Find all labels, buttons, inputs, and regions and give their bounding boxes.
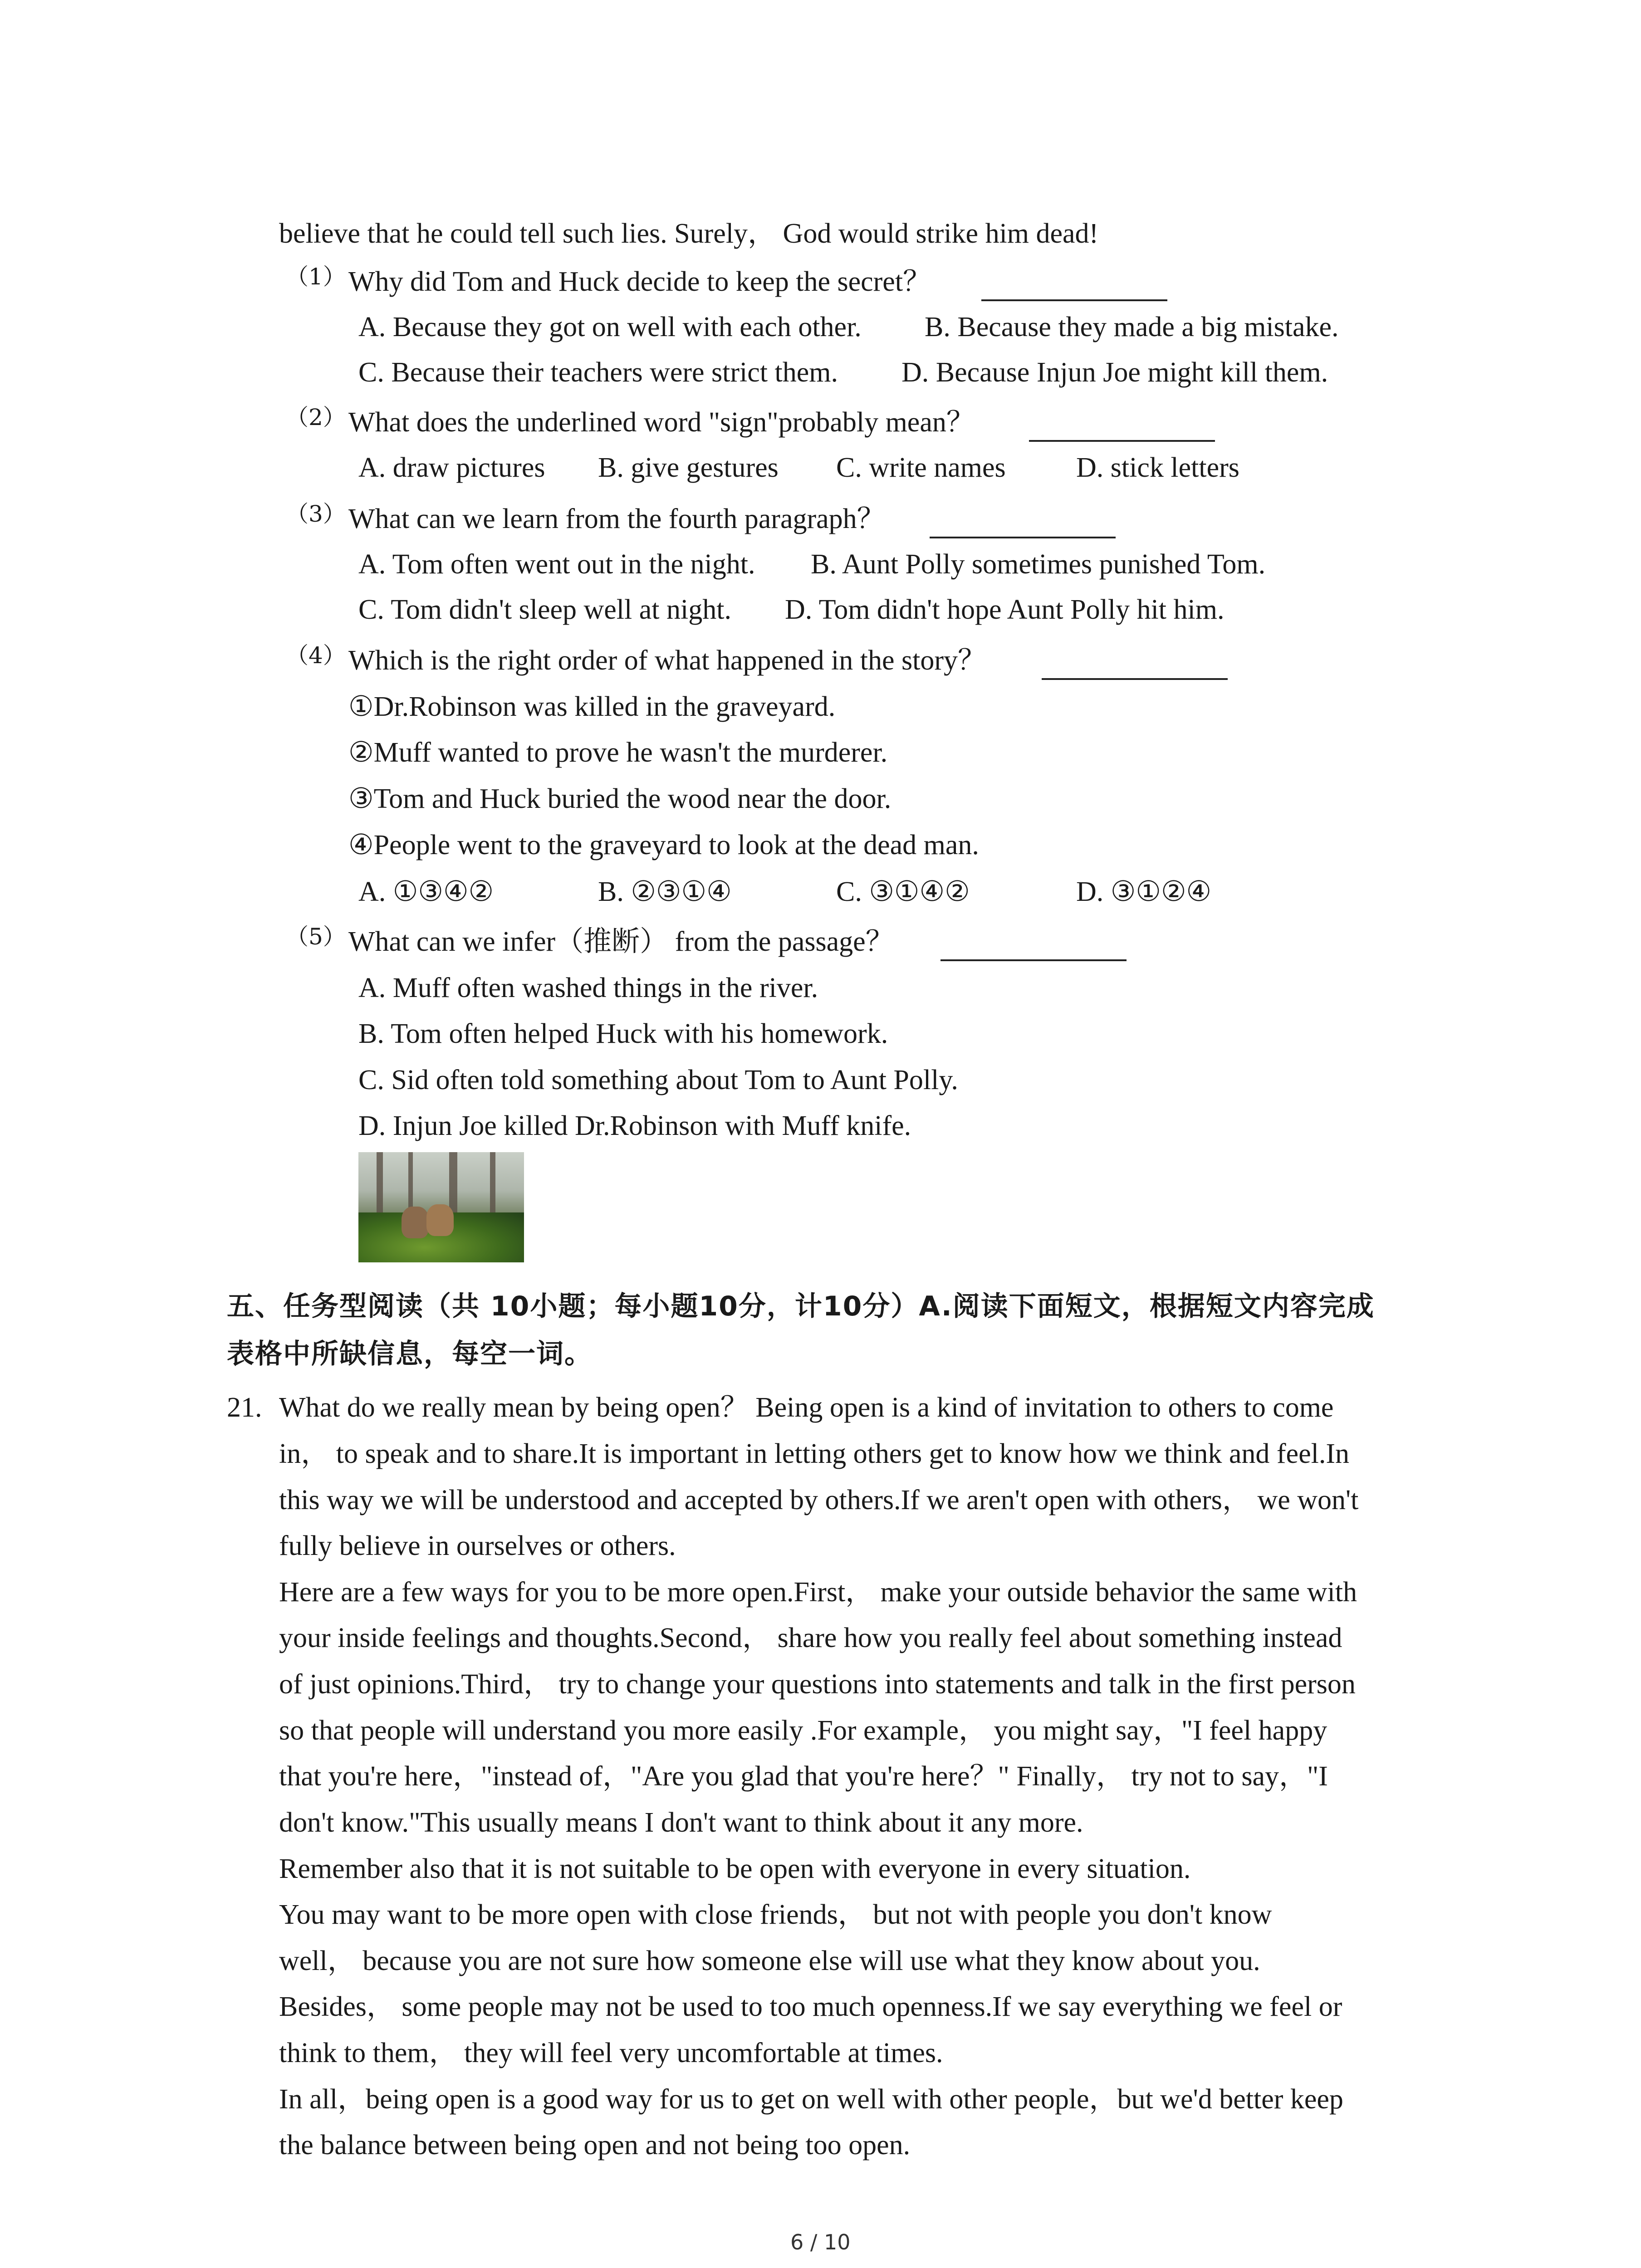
passage-line-15: think to them， they will feel very uncomfortable at times. — [279, 2038, 943, 2068]
q4-event-2: ②Muff wanted to prove he wasn't the murderer. — [348, 737, 888, 768]
question-4-text: Which is the right order of what happened in the story？ — [348, 645, 986, 676]
question-5-text: What can we infer（推断） from the passage？ — [348, 926, 894, 957]
q1-option-d: D. Because Injun Joe might kill them. — [901, 357, 1328, 388]
q5-option-c: C. Sid often told something about Tom to Aunt Polly. — [358, 1065, 958, 1095]
q3-option-d: D. Tom didn't hope Aunt Polly hit him. — [785, 594, 1225, 625]
q5-option-a: A. Muff often washed things in the river. — [358, 973, 818, 1003]
q2-option-b: B. give gestures — [598, 452, 779, 483]
q5-option-d: D. Injun Joe killed Dr.Robinson with Muff knife. — [358, 1110, 911, 1141]
section-heading-line2: 表格中所缺信息，每空一词。 — [227, 1338, 593, 1370]
passage-line-12: You may want to be more open with close friends， but not with people you don't know — [279, 1899, 1272, 1930]
passage-line-9: that you're here，"instead of，"Are you glad that you're here？" Finally， try not to say，"I — [279, 1761, 1328, 1792]
question-number-5: （5） — [286, 924, 346, 950]
answer-blank-3[interactable] — [930, 537, 1116, 538]
q2-option-d: D. stick letters — [1076, 452, 1239, 483]
passage-line-5: Here are a few ways for you to be more open.First， make your outside behavior the same with — [279, 1577, 1357, 1608]
q3-option-c: C. Tom didn't sleep well at night. — [358, 594, 731, 625]
passage-line-13: well， because you are not sure how someone else will use what they know about you. — [279, 1945, 1260, 1976]
passage-line-14: Besides， some people may not be used to too much openness.If we say everything we feel or — [279, 1991, 1342, 2022]
q4-option-a: A. ①③④② — [358, 876, 494, 907]
q3-option-b: B. Aunt Polly sometimes punished Tom. — [811, 549, 1266, 580]
q5-option-b: B. Tom often helped Huck with his homework. — [358, 1018, 888, 1049]
question-1-text: Why did Tom and Huck decide to keep the secret？ — [348, 266, 931, 297]
passage-line-17: the balance between being open and not being too open. — [279, 2130, 911, 2160]
question-number-2: （2） — [286, 404, 346, 430]
q4-event-3: ③Tom and Huck buried the wood near the door. — [348, 783, 892, 814]
page-number: 6 / 10 — [790, 2230, 851, 2254]
q1-option-b: B. Because they made a big mistake. — [925, 312, 1339, 342]
passage-line-7: of just opinions.Third， try to change your questions into statements and talk in the first person — [279, 1669, 1356, 1700]
answer-blank-2[interactable] — [1029, 440, 1215, 442]
passage-line-4: fully believe in ourselves or others. — [279, 1530, 676, 1561]
q1-option-c: C. Because their teachers were strict them. — [358, 357, 838, 388]
passage-line-3: this way we will be understood and accepted by others.If we aren't open with others， we won't — [279, 1485, 1359, 1515]
answer-blank-4[interactable] — [1042, 678, 1228, 680]
answer-blank-1[interactable] — [981, 299, 1167, 301]
q2-option-c: C. write names — [836, 452, 1006, 483]
question-number-1: （1） — [286, 264, 346, 290]
q4-option-b: B. ②③①④ — [598, 876, 732, 907]
q1-option-a: A. Because they got on well with each other. — [358, 312, 862, 342]
q4-event-4: ④People went to the graveyard to look at the dead man. — [348, 830, 979, 860]
q3-option-a: A. Tom often went out in the night. — [358, 549, 755, 580]
question-number-3: （3） — [286, 501, 346, 527]
q4-option-d: D. ③①②④ — [1076, 876, 1212, 907]
passage-line-1: What do we really mean by being open？ Being open is a kind of invitation to others to come — [279, 1392, 1334, 1423]
passage-line-16: In all，being open is a good way for us to get on well with other people，but we'd better keep — [279, 2084, 1343, 2115]
passage-line-11: Remember also that it is not suitable to be open with everyone in every situation. — [279, 1853, 1191, 1884]
q4-event-1: ①Dr.Robinson was killed in the graveyard. — [348, 691, 836, 722]
question-2-text: What does the underlined word "sign"probably mean？ — [348, 407, 975, 438]
answer-blank-5[interactable] — [941, 959, 1127, 961]
question-3-text: What can we learn from the fourth paragraph？ — [348, 503, 885, 534]
passage-line-6: your inside feelings and thoughts.Second， share how you really feel about something instead — [279, 1623, 1342, 1653]
q4-option-c: C. ③①④② — [836, 876, 970, 907]
intro-line: believe that he could tell such lies. Surely， God would strike him dead! — [279, 218, 1099, 249]
q2-option-a: A. draw pictures — [358, 452, 545, 483]
section-heading-line1: 五、任务型阅读（共 10小题；每小题10分，计10分）A.阅读下面短文，根据短文内容完成 — [227, 1290, 1375, 1322]
passage-line-8: so that people will understand you more easily .For example， you might say，"I feel happy — [279, 1715, 1327, 1746]
question-number-4: （4） — [286, 642, 346, 669]
passage-line-2: in， to speak and to share.It is important in letting others get to know how we think and feel.In — [279, 1438, 1349, 1469]
passage-number: 21. — [227, 1392, 262, 1423]
passage-line-10: don't know."This usually means I don't want to think about it any more. — [279, 1807, 1083, 1838]
forest-photo-icon — [358, 1152, 524, 1262]
